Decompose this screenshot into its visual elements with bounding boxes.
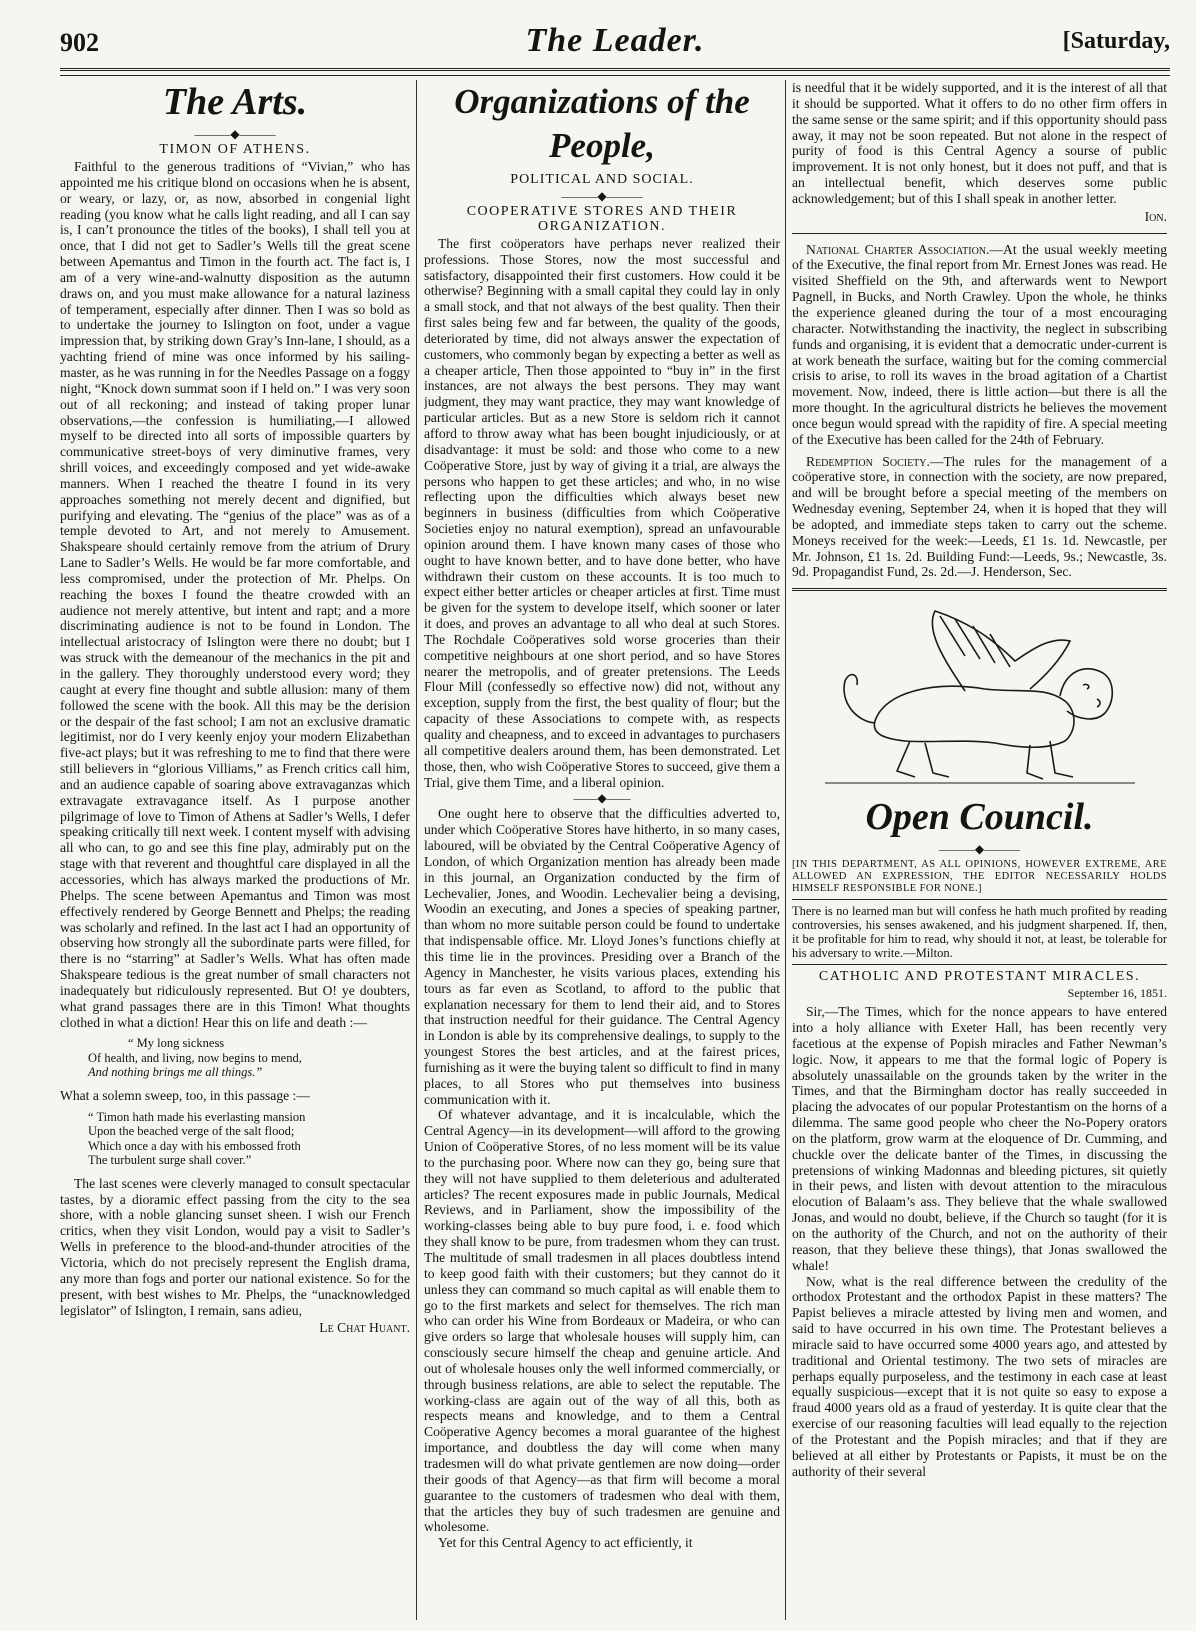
column-organizations — [424, 80, 780, 1625]
verse-line: Which once a day with his embossed froth — [88, 1138, 301, 1153]
lion-tail — [844, 675, 875, 723]
section-subtitle: POLITICAL AND SOCIAL. — [510, 172, 694, 187]
letter-signature: Ion. — [1144, 208, 1167, 224]
article-paragraph: Faithful to the generous traditions of “Vivian,” who has appointed me his critique blond on occasions when he is absent, or weary, or lazy, or, as now, absorbed in congenial light reading (you know what he calls light reading, and all I can say is, I can’t pronounce the titles of the books), I shall tell you at once, that I did not get to Sadler’s Wells till the great scene between Apemantus and Timon in the fourth act. The fact is, I am of a very wine-and-walnutty disposition as the autumn draws on, and you must make allowance for a natural laziness of temperament, especially after dinner. Then I was so bold as to undertake the journey to Islington on foot, under a vague impression that, by striking down Gray’s Inn-lane, I should, as a yachting friend of mine was once informed by his sailing-master, as he was running in for the Needles Passage on a foggy night, “Knock down summat soon if I held on.” I was very soon out of all reckoning; and instead of taking proper lunar observations,—the confession is humiliating,—I allowed myself to be directed into all sorts of impossible quarters by communicative street-boys of very diminutive frames, very shrill voices, and exceedingly composed and yet wide-awake manners. When I reached the theatre I found in its very approaches something not merely decent and dignified, but purifying and elevating. The “genius of the place” was as of a temple devoted to Art, and not merely to Amusement. Shakspeare should certainly remove from the atrium of Drury Lane to Sadler’s Wells. He would be far more comfortable, and less compromised, under the protection of Mr. Phelps. On reaching the boxes I found the theatre crowded with an audience not merely attentive, but intent and rapt; and a more discriminating audience is not to be found in London. The intellectual aristocracy of Islington were there no doubt; but I was struck with the demeanour of the mechanics in the pit and in the gallery. They thoroughly understood every word; they caught at every fine thought and subtle allusion: many of them followed the scene with the book. All this may be the derision or the despair of the fast school; I am not an exclusive dramatic legitimist, nor do I very keenly enjoy your modern Elizabethan five-act plays; but it was refreshing to me to find that there were still believers in “glorious Villiams,” as French critics call him, and an audience capable of soaring above extravaganzas which extravagate extravagance itself. As I purpose another pilgrimage of love to Timon of Athens at Sadler’s Wells, I defer speaking critically till next week. I content myself with advising all who can, to go and see this fine play, admirably put on the stage with that reverent and thoughtful care displayed in all the accessories, which has always marked the productions of Mr. Phelps. The scene between Apemantus and Timon was most effectively rendered by George Bennett and Phelps; the reading was scholarly and refined. In the last act I had an opportunity of observing how strongly all the subordinate parts were filled, for there is no “starring” at Sadler’s Wells. What has often made Shakspeare tedious is the great number of small characters not inadequately but ridiculously represented. But O! ye doubters, what grand passages there are in this Timon! What thoughts clothed in what a diction! Hear this on life and death :— — [60, 159, 410, 1030]
letter-paragraph: Sir,—The Times, which for the nonce appears to have entered into a holy alliance with Exeter Hall, has been recently very facetious at the expense of Popish miracles and Father Newman’s logic. Now, it appears to me that the formal logic of Popery is absolutely unassailable on the grounds taken by the writer in the Times, and that the Birmingham doctor has really succeeded in placing the advocates of our popular Protestantism on the horns of a dilemma. The same good people who cheer the No-Popery orators on the platform, grow warm at the eloquence of Dr. Cumming, and chuckle over the delicate banter of the Times, in discussing the pretensions of winking Madonnas and bleeding pictures, sit quietly in their pews, and listen with devout attention to the miraculous elocution of Balaam’s ass. They believe that the whale swallowed Jonas, and would no doubt, believe, if the Church so taught (for it is on the authority of the Church, and not on the authority of their reason, that they believe these things), that Jonas swallowed the whale! — [792, 1004, 1167, 1273]
divider-rule — [792, 899, 1167, 900]
issue-day: [Saturday, — [1062, 28, 1170, 54]
notice-lead: Redemption Society. — [806, 453, 930, 469]
column-rule-1 — [416, 80, 417, 1620]
verse-line: Of health, and living, now begins to mend, — [88, 1050, 302, 1065]
letter-date: September 16, 1851. — [1067, 986, 1167, 1001]
divider-rule — [792, 964, 1167, 965]
ornament-divider: ———◆——— — [561, 188, 643, 203]
notice-charter-association — [792, 242, 1167, 448]
section-heading-open-council: Open Council. — [865, 796, 1094, 839]
editorial-notice: [IN THIS DEPARTMENT, AS ALL OPINIONS, HOWEVER EXTREME, ARE ALLOWED AN EXPRESSION, THE EDITOR NECESSARILY HOLDS HIMSELF RESPONSIBLE FOR NONE.] — [792, 859, 1167, 895]
letter-title-miracles: CATHOLIC AND PROTESTANT MIRACLES. — [818, 969, 1141, 985]
divider-rule — [792, 233, 1167, 234]
article-signature: Le Chat Huant. — [319, 1320, 410, 1336]
verse-line: “ Timon hath made his everlasting mansion — [88, 1109, 306, 1124]
page-number: 902 — [60, 28, 99, 57]
column-council — [792, 80, 1167, 1625]
article-paragraph: The first coöperators have perhaps never realized their professions. Those Stores, now the most successful and satisfactory, disappointed their first customers. How could it be otherwise? Beginning with a small capital they could lay in only a small stock, and that not always of the best quality. Then their first sales being few and far between, the quality of the goods, deteriorated by time, did not always answer the expectation of customers, who commonly began by expecting a better as well as a cheaper article, Then those appointed to “buy in” in the first instances, are not always the best persons. They may want judgment, they may want practice, they may want knowledge of particular articles. But as a new Store is seldom rich it cannot afford to throw away what has been bought injudiciously, or at disadvantage: it must be sold: and those who come to a new Coöperative Store, just by way of giving it a trial, are always the persons who happen to get these articles; and who, in no wise reflecting upon the difficulties which always beset new beginners in business (difficulties from which Coöperative Societies enjoy no natural exemption), spread an unfavourable opinion around them. I have known many cases of those who ought to have known better, and to have done better, who have withdrawn their custom on these accounts. It is too much to expect either better articles or cheaper articles at first. Time must be given for the system to develope itself, which sooner or later it does, and proves an advantage to all who deal at such Stores. The Rochdale Coöperatives sold worse groceries than their competitive neighbours at one short period, and so have Stores nearer the metropolis, and of greater pretensions. The Leeds Flour Mill (confessedly so effective now) did not, without any exception, supply from the first, the best quality of flour; but the capacity of these Associations to compete with, as respects quality and cheapness, and to exceed in advantages to purchasers all competitive dealers around them, has been demonstrated. Let those, then, who wish Coöperative Stores to succeed, give them a Trial, give them Time, and a liberal opinion. — [424, 235, 780, 790]
article-title-timon: TIMON OF ATHENS. — [159, 142, 311, 157]
column-arts — [60, 80, 410, 1625]
masthead-rule — [60, 68, 1170, 76]
winged-lion-illustration — [815, 601, 1145, 791]
notice-lead: National Charter Association. — [806, 241, 990, 257]
verse-line: The turbulent surge shall cover.” — [88, 1153, 252, 1168]
article-paragraph: Yet for this Central Agency to act efficiently, it — [438, 1535, 693, 1551]
newspaper-title: The Leader. — [525, 22, 705, 59]
lion-back-leg — [897, 741, 949, 777]
notice-redemption-society — [792, 454, 1167, 581]
lion-head — [1060, 669, 1112, 719]
ornament-divider: ———◆——— — [194, 127, 276, 141]
verse-line: And nothing brings me all things.” — [88, 1065, 263, 1080]
divider-rule — [792, 588, 1167, 591]
ornament-divider: ———◆——— — [938, 842, 1021, 857]
notice-text: —At the usual weekly meeting of the Executive, the final report from Mr. Ernest Jones was read. He visited Sheffield on the 9th, and afterwards went to Newport Pagnell, in Bucks, and North Crawley. Upon the whole, he thinks the experience gleaned during the tour of a most encouraging character. Notwithstanding the inactivity, the neglect in subscribing funds and organising, it is evident that a democratic under-current is at work beneath the surface, waiting but for the coming commercial crisis to arise, to roll its waves in the broad agitation of a Chartist movement. Now, indeed, there is little action—but there is all the more thought. In the agricultural districts he believes the movement once begun would spread with the rapidity of fire. A special meeting of the Executive has been called for the 24th of February. — [792, 241, 1167, 447]
verse-line: “ My long sickness — [128, 1036, 225, 1051]
article-paragraph: Of whatever advantage, and it is incalculable, which the Central Agency—in its development—will afford to the growing Union of Coöperative Stores, of no less moment will be its value to the purchasing poor. Where now can they go, being sure that they will not have supplied to them deleterious and adulterated articles? The recent exposures made in public Journals, Medical Reviews, and in Parliament, show the impossibility of the working-classes being able to buy pure food, i. e. food which they shall know to be pure, from tradesmen whom they can trust. The multitude of small tradesmen in all places doubtless intend to keep good faith with their customers; but they cannot do it unless they can command so much capital as will enable them to go to the first markets and select for themselves. The rich man who can order his Wine from Bordeaux or Madeira, or who can give orders so large that wholesale houses will supply him, can consciously secure himself the cheap and genuine article. And out of wholesale houses only the well informed commercially, or through business relations, are able to select the reputable. The working-class are again out of the way of all this, both as respects means and knowledge, and to them a Central Coöperative Agency becomes a moral guarantee of the highest importance, and doubtless the day will come when many tradesmen will do what private gentlemen are now doing—order their goods of that Agency—as that firm will become a moral guarantee to the customers of tradesmen who deal with them, that the articles they buy of such tradesmen are genuine and wholesome. — [424, 1107, 780, 1535]
notice-text: —The rules for the management of a coöperative store, in connection with the society, are now prepared, and will be brought before a special meeting of the members on Wednesday evening, September 24, when it is hoped that they will be adopted, and immediate steps taken to carry out the scheme. Moneys received for the week:—Leeds, £1 1s. 1d. Newcastle, per Mr. Johnson, £1 1s. 2d. Building Fund:—Leeds, 9s.; Newcastle, 3s. 9d. Propagandist Fund, 2s. 2d.—J. Henderson, Sec. — [792, 453, 1167, 580]
lion-body — [874, 687, 1074, 748]
ornament-divider: ——◆—— — [573, 791, 631, 806]
article-paragraph: One ought here to observe that the difficulties adverted to, under which Coöperative Stores have hitherto, in so many cases, laboured, will be obviated by the Central Coöperative Agency of London, of which Organization mention has already been made in this journal, an Organization conducted by the firm of Lechevalier, Jones, and Woodin. Lechevalier being a devising, Woodin an executing, and Jones a species of speaking partner, than whom no more suitable person could be found to undertake that indispensable office. Mr. Lloyd Jones’s functions chiefly at this time lie in the provinces. Presiding over a Branch of the Agency in Manchester, he visits various places, extending his tours as far even as Scotland, to afford to the public that explanation necessary for them to lend their aid, and to Stores that instruction needful for their guidance. The Central Agency in London is able by its comprehensive dealings, to supply to the youngest Stores the best articles, and at the fairest prices, furnishing as it were the buying talent so difficult to find in many places, to all Stores who put themselves into business communication with it. — [424, 806, 780, 1107]
section-heading-organizations: Organizations of the People, — [454, 82, 750, 165]
milton-quotation: There is no learned man but will confess he hath much profited by reading controversies, his senses awakened, and his judgment sharpened. If, then, it be profitable for him to read, why should it not, at least, be tolerable for his adversary to write.—Milton. — [792, 904, 1167, 961]
continued-paragraph: is needful that it be widely supported, and it is the interest of all that it should be supported. What it offers to do no other firm offers in the same sense or the same spirit; and if this opportunity should pass away, it may not be soon repeated. But not alone in the respect of purity of food is this Central Agency a sourse of public improvement. It is not only honest, but it does not puff, and that is an intellectual benefit, which deserves some public acknowledgement; but of this I shall speak in another letter. — [792, 80, 1167, 206]
column-rule-2 — [785, 80, 786, 1620]
article-paragraph: What a solemn sweep, too, in this passage :— — [60, 1087, 310, 1103]
article-title-cooperative: COOPERATIVE STORES AND THEIR ORGANIZATION. — [466, 203, 738, 234]
section-heading-arts: The Arts. — [162, 81, 308, 123]
letter-paragraph: Now, what is the real difference between the credulity of the orthodox Protestant and the orthodox Papist in these matters? The Papist believes a miracle attested by living men and women, and said to have occurred in his own time. The Protestant believes a miracle said to have occurred some 4000 years ago, and attested by traditional and Oriental testimony. The two sets of miracles are perhaps equally purposeless, and the testimony in each case at least equally suspicious—except that it is not quite so easy to expose a fraud 4000 years old as a fraud of yesterday. It is quite clear that the exercise of our reasoning faculties will lead equally to the rejection of the Protestant and the Popish miracles; and that if they are believed at all either by Protestants or Papists, it must be on the authority of their several — [792, 1273, 1167, 1479]
verse-quote-1 — [88, 1036, 410, 1080]
verse-line: Upon the beached verge of the salt flood; — [88, 1124, 295, 1139]
article-paragraph: The last scenes were cleverly managed to consult spectacular tastes, by a dioramic effect passing from the city to the sea shore, with a noble glancing sunset sheen. I wish our French critics, when they visit London, would pay a visit to Sadler’s Wells in preference to the blood-and-thunder atrocities of the Victoria, which do not precisely represent the English drama, any more than fogs and porter our national existence. So for the present, with best wishes to Mr. Phelps, the “unacknowledged legislator” of Islington, I remain, sans adieu, — [60, 1175, 410, 1318]
masthead — [60, 22, 1170, 72]
verse-quote-2 — [88, 1110, 410, 1168]
